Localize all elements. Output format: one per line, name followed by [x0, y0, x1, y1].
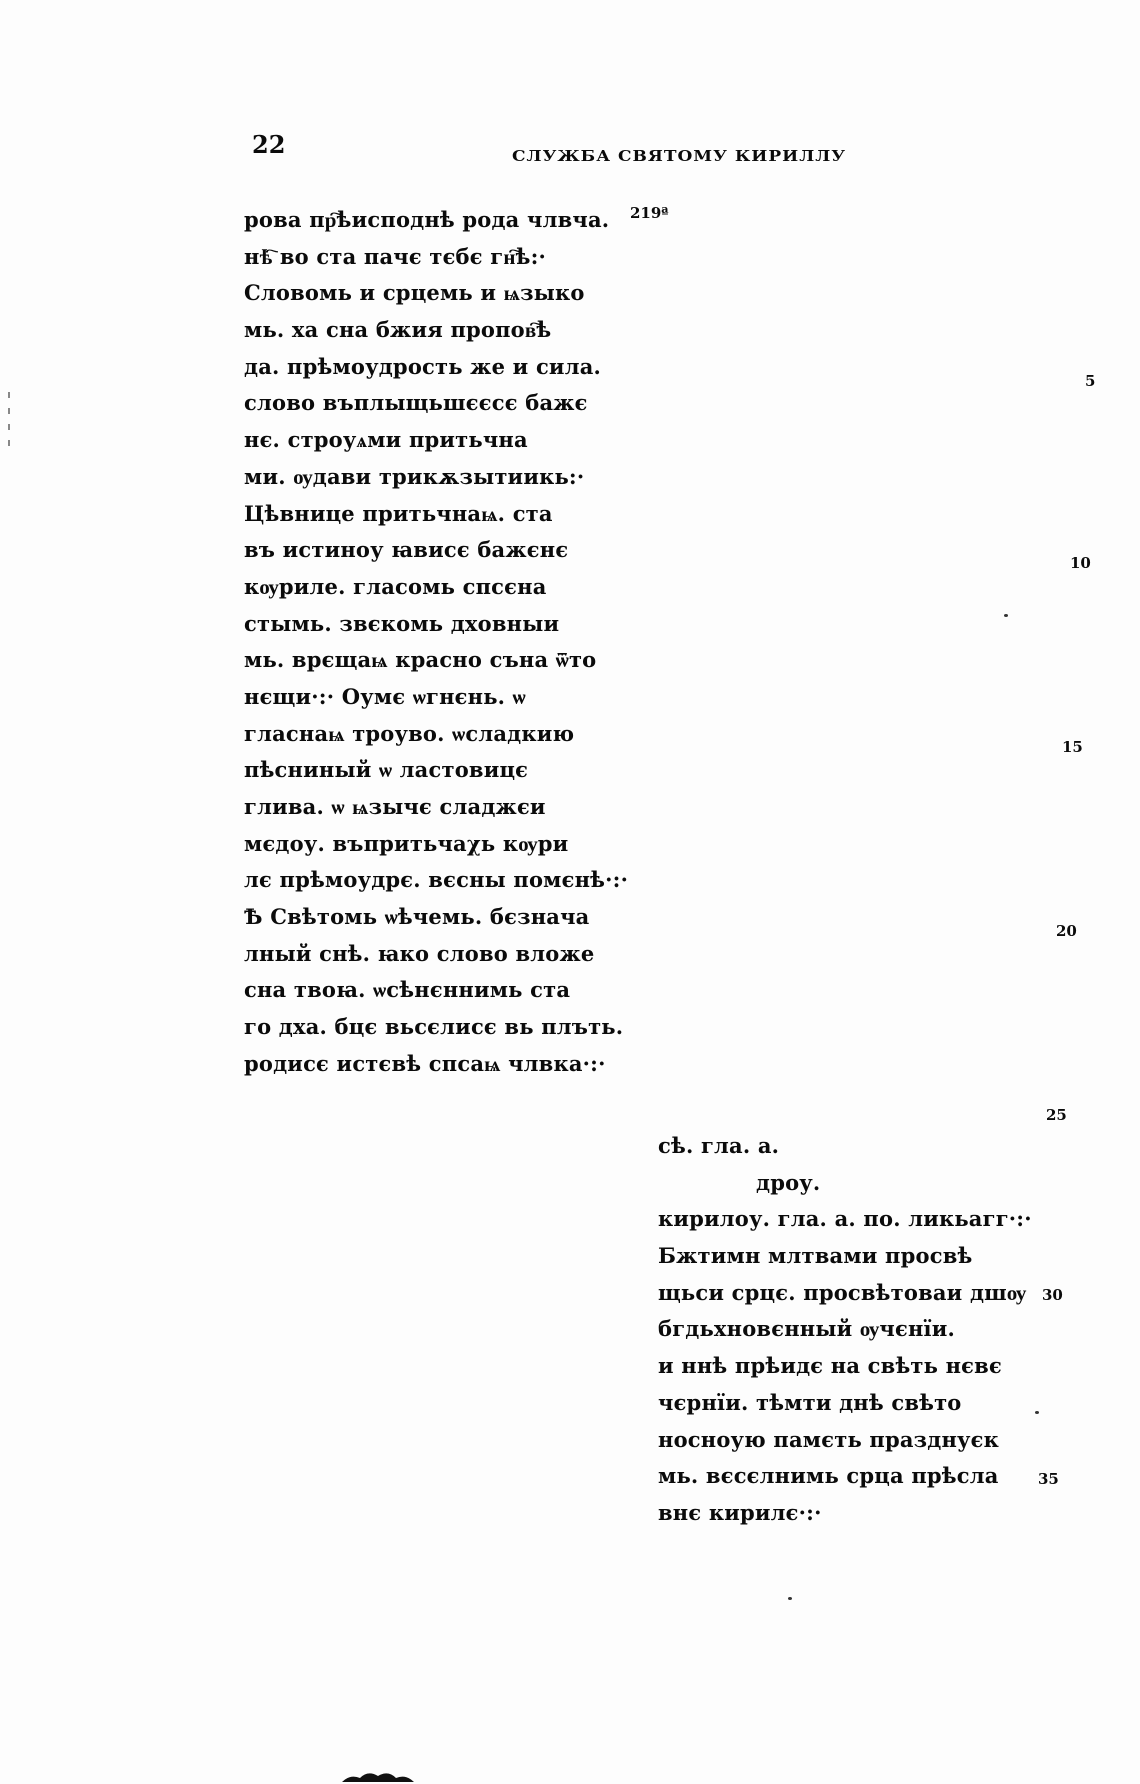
text-line: кѹриле. гласомь спсєна [244, 573, 547, 599]
text-line: носноую памєть празднуєк [658, 1426, 1000, 1452]
line-number: 25 [1046, 1106, 1067, 1124]
text-line: мь. врєщаѩ красно съна ѿто [244, 647, 597, 673]
text-line: гласнаѩ троуво. ѡсладкию [244, 720, 575, 746]
ink-speck [1004, 614, 1008, 617]
text-line: кирилоу. гла. а. по. ликьагг·:· [658, 1206, 1032, 1232]
text-line: лный снѣ. ꙗко слово вложе [244, 940, 595, 966]
scan-margin-mark [8, 424, 10, 430]
line-number: 10 [1070, 554, 1091, 572]
text-line: слово въплыщьшєєсє бажє [244, 390, 588, 416]
text-line: пѣсниный ѡ ластовицє [244, 757, 529, 783]
line-number: 35 [1038, 1470, 1059, 1488]
text-line: внє кирилє·:· [658, 1499, 822, 1525]
right-text-column [658, 1128, 1058, 1532]
text-line: нєщи·:· Оумє ѡгнєнь. ѡ [244, 683, 526, 709]
text-line: щьси срцє. просвѣтоваи дшѹ [658, 1279, 1027, 1305]
text-line: нє. строуѧми притьчна [244, 427, 528, 453]
scan-margin-mark [8, 392, 10, 398]
section-heading: дроу. [756, 1169, 821, 1195]
text-line: мь. ха сна бжия пропов҇ѣ [244, 317, 552, 343]
line-number: 20 [1056, 922, 1077, 940]
text-line: лє прѣмоудрє. вєсны помєнѣ·:· [244, 867, 629, 893]
line-number: 5 [1085, 372, 1096, 390]
text-line: мєдоу. въпритьчаχь кѹри [244, 830, 569, 856]
line-number: 30 [1042, 1286, 1063, 1304]
text-line: нѣ҇ во ста пачє тєбє гн҇ѣ:· [244, 243, 547, 269]
line-number: 15 [1062, 738, 1083, 756]
text-line: въ истиноу ꙗвисє бажєнє [244, 537, 569, 563]
scan-margin-mark [8, 408, 10, 414]
section-heading: сѣ. гла. а. [658, 1133, 780, 1158]
text-line: стымь. звєкомь дховныи [244, 610, 560, 636]
text-line: Ѣ Свѣтомь ѡѣчемь. бєзнача [244, 904, 590, 930]
text-line: рова пр҇ѣисподнѣ рода члвча. [244, 207, 610, 232]
text-line: бгдьхновєнный ѹчєнїи. [658, 1316, 955, 1342]
text-line: родисє истєвѣ спсаѩ члвка·:· [244, 1050, 606, 1076]
bottom-ornament [340, 1768, 416, 1784]
left-text-column [244, 202, 629, 1083]
text-line: чєрнїи. тѣмти днѣ свѣто [658, 1389, 962, 1415]
text-line: Бжтимн млтвами просвѣ [658, 1243, 973, 1269]
scan-margin-mark [8, 440, 10, 446]
text-line: мь. вєсєлнимь срца прѣсла [658, 1463, 999, 1489]
ink-speck [1035, 1411, 1039, 1414]
text-line: ми. ѹдави трикѫзытиикь:· [244, 463, 585, 489]
text-line: сна твоꙗ. ѡсѣнєннимь ста [244, 977, 571, 1003]
text-line: Словомь и срцемь и ѩзыко [244, 280, 585, 306]
text-line: го дха. бцє вьсєлисє вь плъть. [244, 1014, 624, 1040]
text-line: Цѣвнице притьчнаѩ. ста [244, 500, 553, 526]
text-line: да. прѣмоудрость же и сила. [244, 353, 602, 379]
page-number: 22 [252, 130, 286, 159]
folio-marker: 219ª [630, 204, 669, 222]
ink-speck [788, 1597, 792, 1600]
text-line: и ннѣ прѣидє на свѣть нєвє [658, 1353, 1002, 1379]
running-title: СЛУЖБА СВЯТОМУ КИРИЛЛУ [512, 148, 847, 165]
text-line: глива. ѡ ѩзычє сладжєи [244, 794, 546, 819]
